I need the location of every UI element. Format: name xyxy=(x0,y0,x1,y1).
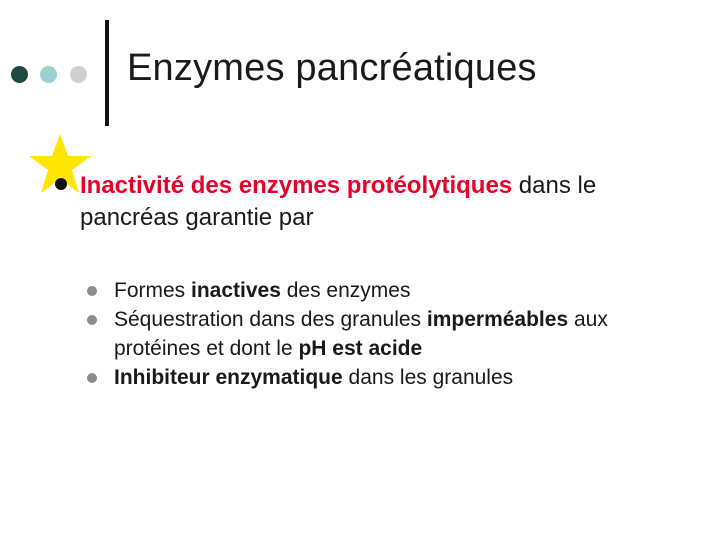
main-point xyxy=(80,170,680,234)
dot-teal-icon xyxy=(40,66,57,83)
title-divider xyxy=(105,20,109,126)
list-item xyxy=(78,276,678,305)
sub-point-text: dans les granules xyxy=(342,366,514,389)
main-point-highlight: Inactivité des enzymes protéolytiques xyxy=(80,172,513,199)
main-point-rest: dans le pancréas garantie par xyxy=(80,172,597,231)
sub-point-list xyxy=(78,276,678,392)
bullet-icon xyxy=(87,286,97,296)
main-bullet-icon xyxy=(55,178,67,190)
slide-title: Enzymes pancréatiques xyxy=(127,47,537,89)
sub-point-text: Séquestration dans des granules xyxy=(114,308,427,331)
dot-dark-icon xyxy=(11,66,28,83)
list-item xyxy=(78,363,678,392)
sub-point-bold: inactives xyxy=(191,279,281,302)
sub-point-text: Formes xyxy=(114,279,192,302)
bullet-icon xyxy=(87,315,97,325)
decorative-dots xyxy=(0,0,110,150)
sub-point-bold: Inhibiteur enzymatique xyxy=(114,366,343,389)
dot-grey-icon xyxy=(70,66,87,83)
sub-point-bold: imperméables xyxy=(426,308,569,331)
sub-point-text: des enzymes xyxy=(280,279,411,302)
bullet-icon xyxy=(87,373,97,383)
list-item xyxy=(78,305,678,363)
sub-point-bold: pH est acide xyxy=(298,337,423,360)
sub-point-text: aux protéines et dont le xyxy=(114,308,608,360)
